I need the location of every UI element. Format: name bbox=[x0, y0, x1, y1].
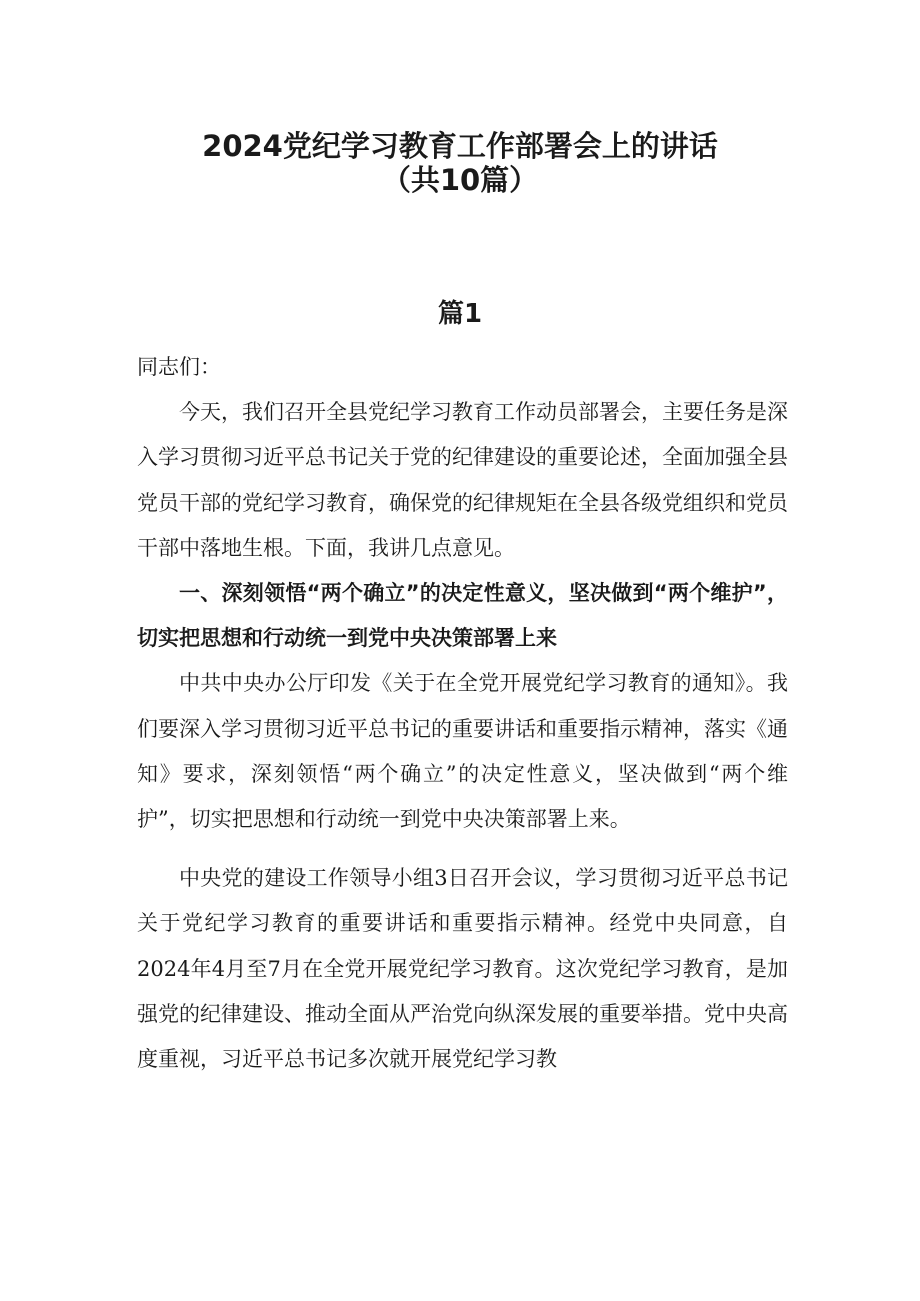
document-subtitle: （共10篇） bbox=[381, 163, 539, 197]
paragraph-notice: 中共中央办公厅印发《关于在全党开展党纪学习教育的通知》。我们要深入学习贯彻习近平总书记的重要讲话和重要指示精神，落实《通知》要求，深刻领悟“两个确立”的决定性意义，坚决做到“两个维护”，切实把思想和行动统一到党中央决策部署上来。 bbox=[137, 671, 788, 832]
paragraph-gap bbox=[137, 842, 788, 856]
document-body bbox=[137, 345, 788, 1082]
section-label: 篇1 bbox=[437, 299, 483, 329]
paragraph-meeting: 中央党的建设工作领导小组3日召开会议，学习贯彻习近平总书记关于党纪学习教育的重要讲话和重要指示精神。经党中央同意，自2024年4月至7月在全党开展党纪学习教育。这次党纪学习教育，是加强党的纪律建设、推动全面从严治党向纵深发展的重要举措。党中央高度重视，习近平总书记多次就开展党纪学习教 bbox=[137, 866, 788, 1072]
document-title: 2024党纪学习教育工作部署会上的讲话 bbox=[202, 129, 718, 163]
paragraph-intro: 今天，我们召开全县党纪学习教育工作动员部署会，主要任务是深入学习贯彻习近平总书记关于党的纪律建设的重要论述，全面加强全县党员干部的党纪学习教育，确保党的纪律规矩在全县各级党组织和党员干部中落地生根。下面，我讲几点意见。 bbox=[137, 400, 788, 560]
section-heading-1: 一、深刻领悟“两个确立”的决定性意义，坚决做到“两个维护”，切实把思想和行动统一到党中央决策部署上来 bbox=[137, 581, 788, 651]
salutation: 同志们： bbox=[137, 355, 221, 379]
